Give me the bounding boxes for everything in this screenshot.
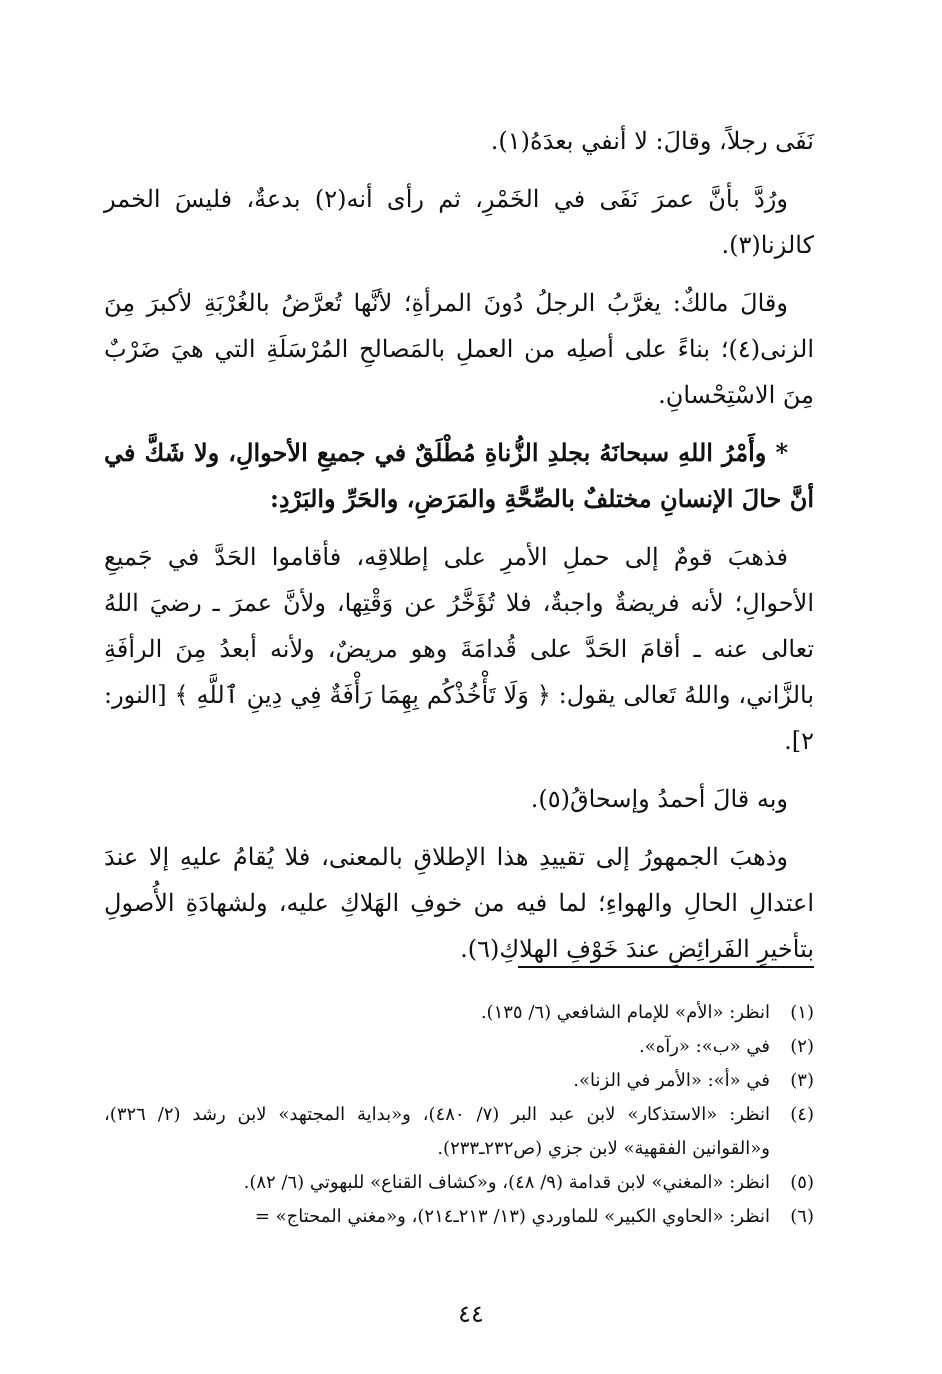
footnote-1 bbox=[104, 996, 814, 1030]
footnote-2 bbox=[104, 1030, 814, 1064]
footnote-number: (٣) bbox=[790, 1070, 814, 1091]
paragraph-1: نَفَى رجلاً، وقالَ: لا أنفي بعدَهُ(١). bbox=[490, 127, 814, 155]
page-number: ٤٤ bbox=[458, 1300, 484, 1328]
footnote-3 bbox=[104, 1064, 814, 1098]
footnote-number: (٦) bbox=[790, 1206, 814, 1227]
footnote-number: (٥) bbox=[790, 1172, 814, 1193]
footnote-text: في «أ»: «الأمر في الزنا». bbox=[573, 1070, 770, 1091]
paragraph-3: وقالَ مالكٌ: يغرَّبُ الرجلُ دُونَ المرأةِ؛ لأنَّها تُعرَّضُ بالغُرْبَةِ لأكبرَ مِنَ الزنى(٤)؛ بناءً على أصلِه من العملِ بالمَصالحِ المُرْسَلَةِ التي هيَ ضَرْبٌ مِنَ الاسْتِحْسانِ. bbox=[104, 289, 814, 409]
footnote-5 bbox=[104, 1166, 814, 1200]
footnote-text: انظر: «المغني» لابن قدامة (٩/ ٤٨)، و«كشاف القناع» للبهوتي (٦/ ٨٢). bbox=[243, 1172, 770, 1193]
footnote-separator bbox=[518, 966, 814, 968]
footnote-text: انظر: «الأم» للإمام الشافعي (٦/ ١٣٥). bbox=[480, 1002, 770, 1023]
footnote-text: انظر: «الحاوي الكبير» للماوردي (١٣/ ٢١٣ـ٢١٤)، و«مغني المحتاج» = bbox=[254, 1206, 770, 1227]
footnote-number: (٤) bbox=[790, 1104, 814, 1125]
footnote-number: (١) bbox=[790, 1002, 814, 1023]
footnote-6 bbox=[104, 1200, 814, 1234]
footnote-text: في «ب»: «رآه». bbox=[639, 1036, 770, 1057]
footnote-4 bbox=[104, 1098, 814, 1166]
footnotes bbox=[104, 996, 814, 1234]
paragraph-5: فذهبَ قومٌ إلى حملِ الأمرِ على إطلاقِه، فأقاموا الحَدَّ في جَميعِ الأحوالِ؛ لأنه فريضةٌ واجبةٌ، فلا تُؤَخَّرُ عن وَقْتِها، ولأنَّ عمرَ ـ رضيَ اللهُ تعالى عنه ـ أقامَ الحَدَّ على قُدامَةَ وهو مريضٌ، ولأنه أبعدُ مِنَ الرأفَةِ بالزَّاني، واللهُ تَعالى يقول: ﴿ وَلَا تَأْخُذْكُم بِهِمَا رَأْفَةٌ فِي دِينِ ٱللَّهِ ﴾ [النور: ٢]. bbox=[104, 543, 814, 755]
paragraph-7: وذهبَ الجمهورُ إلى تقييدِ هذا الإطلاقِ بالمعنى، فلا يُقامُ عليهِ إلا عندَ اعتدالِ الحالِ والهواءِ؛ لما فيه من خوفِ الهَلاكِ عليه، ولشهادَةِ الأُصولِ بتأخيرِ الفَرائِضِ عندَ خَوْفِ الهلاكِ(٦). bbox=[104, 843, 814, 963]
footnote-number: (٢) bbox=[790, 1036, 814, 1057]
footnote-text: انظر: «الاستذكار» لابن عبد البر (٧/ ٤٨٠)، و«بداية المجتهد» لابن رشد (٢/ ٣٢٦)، و«القوانين الفقهية» لابن جزي (ص٢٣٢ـ٢٣٣). bbox=[104, 1104, 770, 1159]
paragraph-2: ورُدَّ بأنَّ عمرَ نَفَى في الخَمْرِ، ثم رأى أنه(٢) بدعةٌ، فليسَ الخمر كالزنا(٣). bbox=[104, 185, 814, 259]
paragraph-4-heading: * وأَمْرُ اللهِ سبحانَهُ بجلدِ الزُّناةِ مُطْلَقٌ في جميعِ الأحوالِ، ولا شَكَّ في أنَّ حالَ الإنسانِ مختلفٌ بالصِّحَّةِ والمَرَضِ، والحَرِّ والبَرْدِ: bbox=[104, 438, 814, 513]
main-text bbox=[104, 118, 814, 984]
paragraph-6: وبه قالَ أحمدُ وإسحاقُ(٥). bbox=[530, 785, 788, 813]
